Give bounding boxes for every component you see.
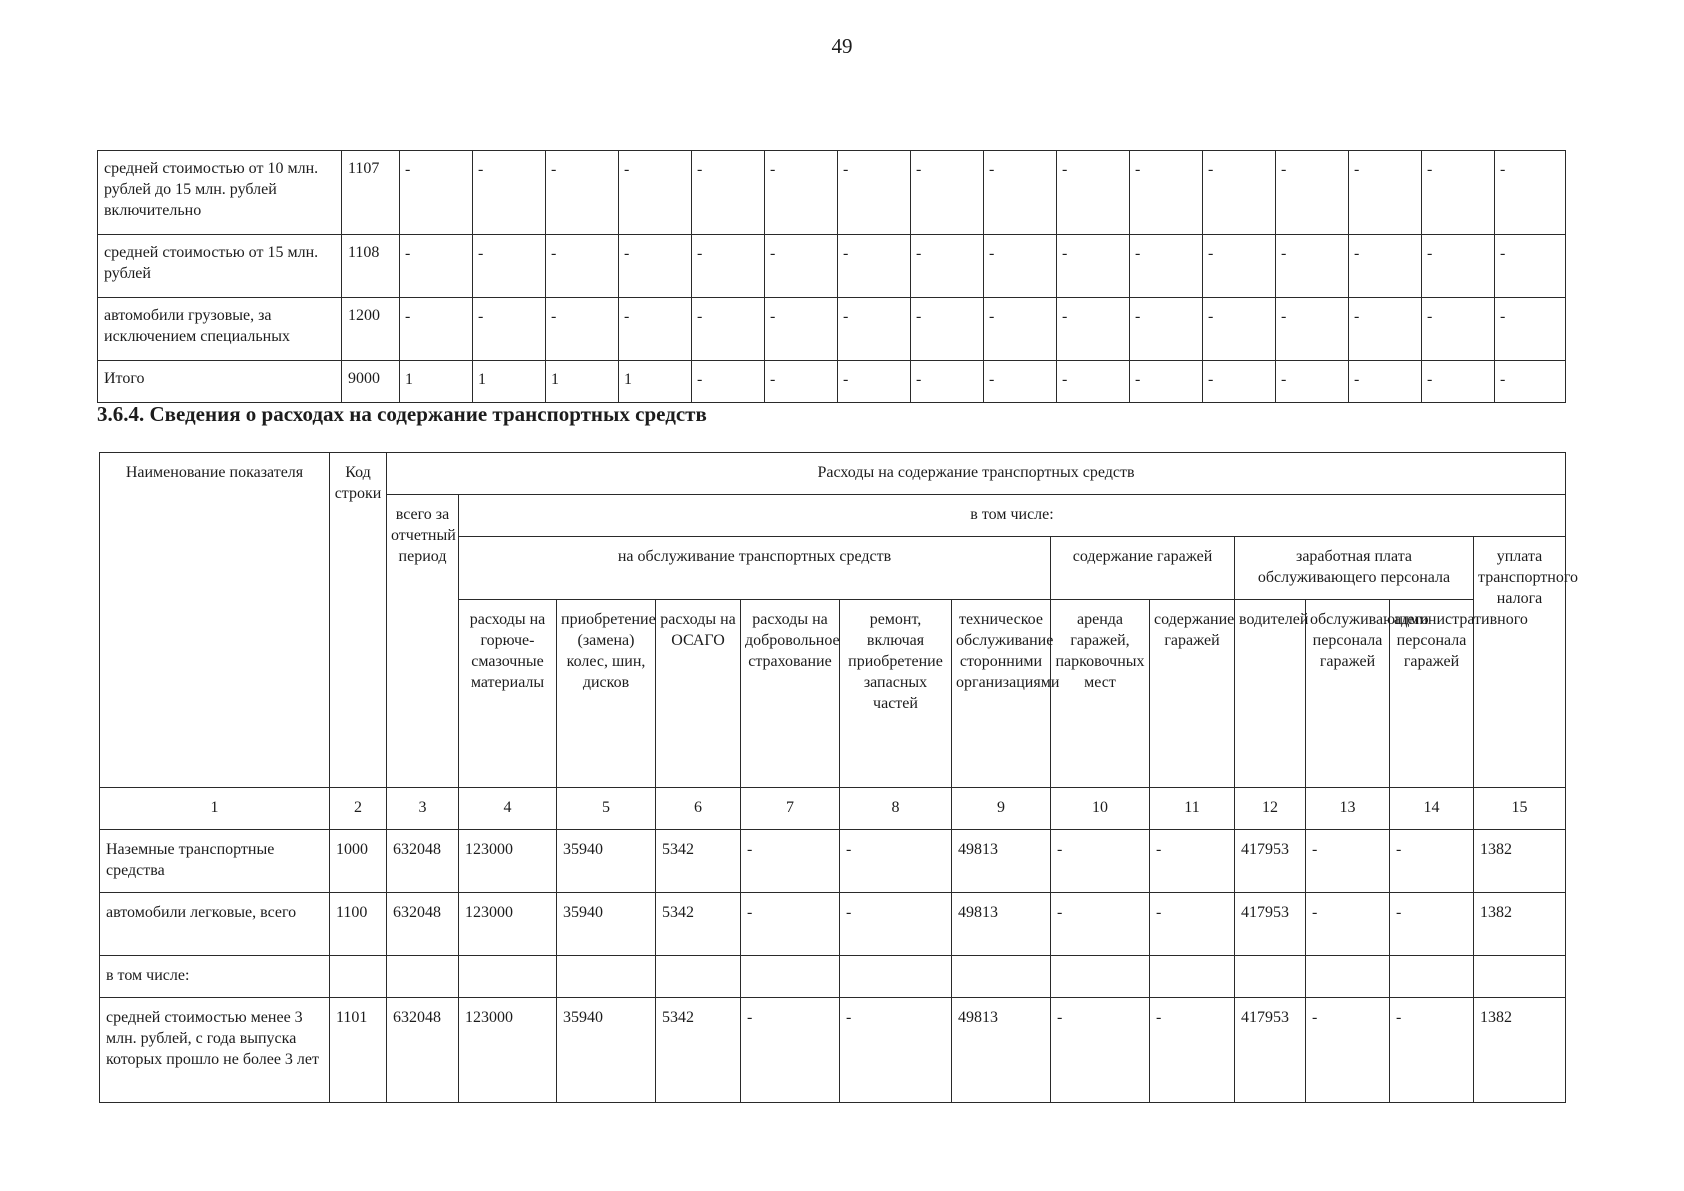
table-row <box>100 893 1566 956</box>
table-row <box>98 235 1566 298</box>
table-cell: - <box>473 235 546 298</box>
page-number: 49 <box>831 34 853 58</box>
table-cell: - <box>1130 361 1203 403</box>
table-cell: - <box>1422 151 1495 235</box>
row-name: средней стоимостью от 10 млн. рублей до 15 млн. рублей включительно <box>98 151 342 235</box>
table-row <box>100 998 1566 1103</box>
row-code: 1101 <box>330 998 387 1103</box>
table-cell: - <box>619 298 692 361</box>
table-cell: - <box>1130 298 1203 361</box>
table-cell <box>557 956 656 998</box>
table-cell: - <box>1495 361 1566 403</box>
table-cell: - <box>1203 151 1276 235</box>
table-cell <box>1306 956 1390 998</box>
table-cell: - <box>838 298 911 361</box>
table-cell: - <box>1276 235 1349 298</box>
row-name: автомобили легковые, всего <box>100 893 330 956</box>
row-code <box>330 956 387 998</box>
table-cell: - <box>692 361 765 403</box>
row-name: средней стоимостью от 15 млн. рублей <box>98 235 342 298</box>
column-number: 15 <box>1474 788 1566 830</box>
table-cell: - <box>1203 298 1276 361</box>
table-cell: - <box>840 998 952 1103</box>
table-cell: 632048 <box>387 830 459 893</box>
table-cell: - <box>473 151 546 235</box>
table-cell: 632048 <box>387 893 459 956</box>
table-cell: 1 <box>400 361 473 403</box>
table-cell <box>840 956 952 998</box>
column-number: 5 <box>557 788 656 830</box>
row-name: средней стоимостью менее 3 млн. рублей, с года выпуска которых прошло не более 3 лет <box>100 998 330 1103</box>
header-sub: административного персонала гаражей <box>1390 600 1474 788</box>
column-number: 8 <box>840 788 952 830</box>
table-cell <box>952 956 1051 998</box>
row-name: Итого <box>98 361 342 403</box>
table-cell: 632048 <box>387 998 459 1103</box>
table-row <box>98 361 1566 403</box>
table-cell: 417953 <box>1235 998 1306 1103</box>
table-cell: - <box>1349 361 1422 403</box>
expenses-table <box>99 452 1579 1103</box>
table-cell: 35940 <box>557 893 656 956</box>
table-cell: 1382 <box>1474 893 1566 956</box>
table-cell: - <box>765 151 838 235</box>
table-cell: 49813 <box>952 893 1051 956</box>
table-cell <box>1390 956 1474 998</box>
carry-over-table <box>97 150 1566 403</box>
table-cell: - <box>1057 151 1130 235</box>
table-cell: - <box>1150 893 1235 956</box>
table-cell: - <box>1306 830 1390 893</box>
table-cell: - <box>1130 151 1203 235</box>
column-number: 13 <box>1306 788 1390 830</box>
header-sub: аренда гаражей, парковочных мест <box>1051 600 1150 788</box>
column-number: 11 <box>1150 788 1235 830</box>
header-sub: ремонт, включая приобретение запасных частей <box>840 600 952 788</box>
table-cell: - <box>984 361 1057 403</box>
table-cell: - <box>1276 298 1349 361</box>
column-number: 12 <box>1235 788 1306 830</box>
table-cell: - <box>1306 998 1390 1103</box>
table-cell: - <box>619 151 692 235</box>
header-name: Наименование показателя <box>100 453 330 788</box>
table-cell: - <box>1150 830 1235 893</box>
table-cell: - <box>741 830 840 893</box>
table-cell: - <box>1276 151 1349 235</box>
table-cell: 123000 <box>459 998 557 1103</box>
table-cell: - <box>619 235 692 298</box>
table-cell: - <box>1150 998 1235 1103</box>
table-cell: - <box>1422 235 1495 298</box>
table-cell: 49813 <box>952 998 1051 1103</box>
table-cell: - <box>840 830 952 893</box>
table-cell: 1 <box>473 361 546 403</box>
table-cell: 49813 <box>952 830 1051 893</box>
table-cell <box>1150 956 1235 998</box>
table-cell: - <box>1276 361 1349 403</box>
header-sub: расходы на добровольное страхование <box>741 600 840 788</box>
header-sub: техническое обслуживание сторонними организациями <box>952 600 1051 788</box>
row-code: 1108 <box>342 235 400 298</box>
table-cell: - <box>1349 151 1422 235</box>
header-expenses: Расходы на содержание транспортных средств <box>387 453 1566 495</box>
table-cell: - <box>984 235 1057 298</box>
row-code: 1200 <box>342 298 400 361</box>
column-number: 7 <box>741 788 840 830</box>
table-cell: - <box>1051 893 1150 956</box>
header-salary-group: заработная плата обслуживающего персонала <box>1235 537 1474 600</box>
column-number: 1 <box>100 788 330 830</box>
table-cell: - <box>692 235 765 298</box>
row-code: 1100 <box>330 893 387 956</box>
header-code: Код строки <box>330 453 387 788</box>
table-cell: - <box>1495 151 1566 235</box>
table-cell: - <box>473 298 546 361</box>
table-cell: - <box>911 235 984 298</box>
header-total: всего за отчетный период <box>387 495 459 788</box>
row-code: 1107 <box>342 151 400 235</box>
column-number: 6 <box>656 788 741 830</box>
table-cell: - <box>1203 361 1276 403</box>
table-row <box>98 298 1566 361</box>
table-cell: - <box>400 235 473 298</box>
table-cell: - <box>1349 298 1422 361</box>
table-cell: - <box>1051 830 1150 893</box>
table-cell: - <box>1057 361 1130 403</box>
table-cell: - <box>1306 893 1390 956</box>
header-tax: уплата транспортного налога <box>1474 537 1566 788</box>
header-service-group: на обслуживание транспортных средств <box>459 537 1051 600</box>
table-cell: - <box>1203 235 1276 298</box>
column-number: 3 <box>387 788 459 830</box>
table-cell: - <box>400 298 473 361</box>
table-cell: - <box>840 893 952 956</box>
table-cell: - <box>1349 235 1422 298</box>
column-number: 4 <box>459 788 557 830</box>
header-sub: приобретение (замена) колес, шин, дисков <box>557 600 656 788</box>
section-heading: 3.6.4. Сведения о расходах на содержание транспортных средств <box>97 402 707 426</box>
table-cell: - <box>546 151 619 235</box>
table-cell: - <box>741 893 840 956</box>
table-cell <box>1235 956 1306 998</box>
table-cell: 1 <box>546 361 619 403</box>
table-cell <box>1051 956 1150 998</box>
header-sub: содержание гаражей <box>1150 600 1235 788</box>
header-including: в том числе: <box>459 495 1566 537</box>
table-cell: 123000 <box>459 893 557 956</box>
table-cell: - <box>911 298 984 361</box>
table-cell <box>1474 956 1566 998</box>
column-number: 9 <box>952 788 1051 830</box>
table-row <box>98 151 1566 235</box>
table-cell: 35940 <box>557 830 656 893</box>
table-cell: - <box>838 151 911 235</box>
table-cell: - <box>765 235 838 298</box>
table-cell: - <box>1390 830 1474 893</box>
header-sub: водителей <box>1235 600 1306 788</box>
table-cell: 1382 <box>1474 998 1566 1103</box>
table-cell: - <box>1130 235 1203 298</box>
table-row <box>100 956 1566 998</box>
column-number: 10 <box>1051 788 1150 830</box>
row-name: Наземные транспортные средства <box>100 830 330 893</box>
table-cell <box>741 956 840 998</box>
table-cell: - <box>838 235 911 298</box>
table-cell: - <box>546 298 619 361</box>
table-cell: 5342 <box>656 998 741 1103</box>
table-cell: - <box>1390 998 1474 1103</box>
table-cell: - <box>692 151 765 235</box>
table-cell <box>459 956 557 998</box>
table-cell: - <box>1057 235 1130 298</box>
table-cell: - <box>765 298 838 361</box>
table-cell <box>387 956 459 998</box>
row-name: автомобили грузовые, за исключением специальных <box>98 298 342 361</box>
table-cell: - <box>400 151 473 235</box>
table-cell: - <box>911 361 984 403</box>
table-cell: - <box>1422 298 1495 361</box>
table-cell <box>656 956 741 998</box>
table-cell: - <box>1390 893 1474 956</box>
table-cell: - <box>546 235 619 298</box>
table-cell: - <box>984 151 1057 235</box>
table-cell: 35940 <box>557 998 656 1103</box>
table-cell: 123000 <box>459 830 557 893</box>
column-number-row <box>100 788 1566 830</box>
table-cell: - <box>838 361 911 403</box>
table-cell: 5342 <box>656 830 741 893</box>
row-code: 1000 <box>330 830 387 893</box>
table-cell: 1382 <box>1474 830 1566 893</box>
column-number: 14 <box>1390 788 1474 830</box>
table-cell: - <box>692 298 765 361</box>
table-cell: - <box>1051 998 1150 1103</box>
header-sub: расходы на горюче-смазочные материалы <box>459 600 557 788</box>
table-cell: - <box>741 998 840 1103</box>
table-cell: - <box>911 151 984 235</box>
table-cell: 1 <box>619 361 692 403</box>
table-cell: 5342 <box>656 893 741 956</box>
column-number: 2 <box>330 788 387 830</box>
table-row <box>100 830 1566 893</box>
table-cell: - <box>1495 298 1566 361</box>
table-cell: - <box>1422 361 1495 403</box>
row-name: в том числе: <box>100 956 330 998</box>
table-cell: - <box>1495 235 1566 298</box>
table-cell: - <box>765 361 838 403</box>
header-sub: обслуживающего персонала гаражей <box>1306 600 1390 788</box>
header-garage-group: содержание гаражей <box>1051 537 1235 600</box>
table-cell: 417953 <box>1235 830 1306 893</box>
table-cell: - <box>1057 298 1130 361</box>
header-sub: расходы на ОСАГО <box>656 600 741 788</box>
row-code: 9000 <box>342 361 400 403</box>
table-cell: - <box>984 298 1057 361</box>
table-cell: 417953 <box>1235 893 1306 956</box>
